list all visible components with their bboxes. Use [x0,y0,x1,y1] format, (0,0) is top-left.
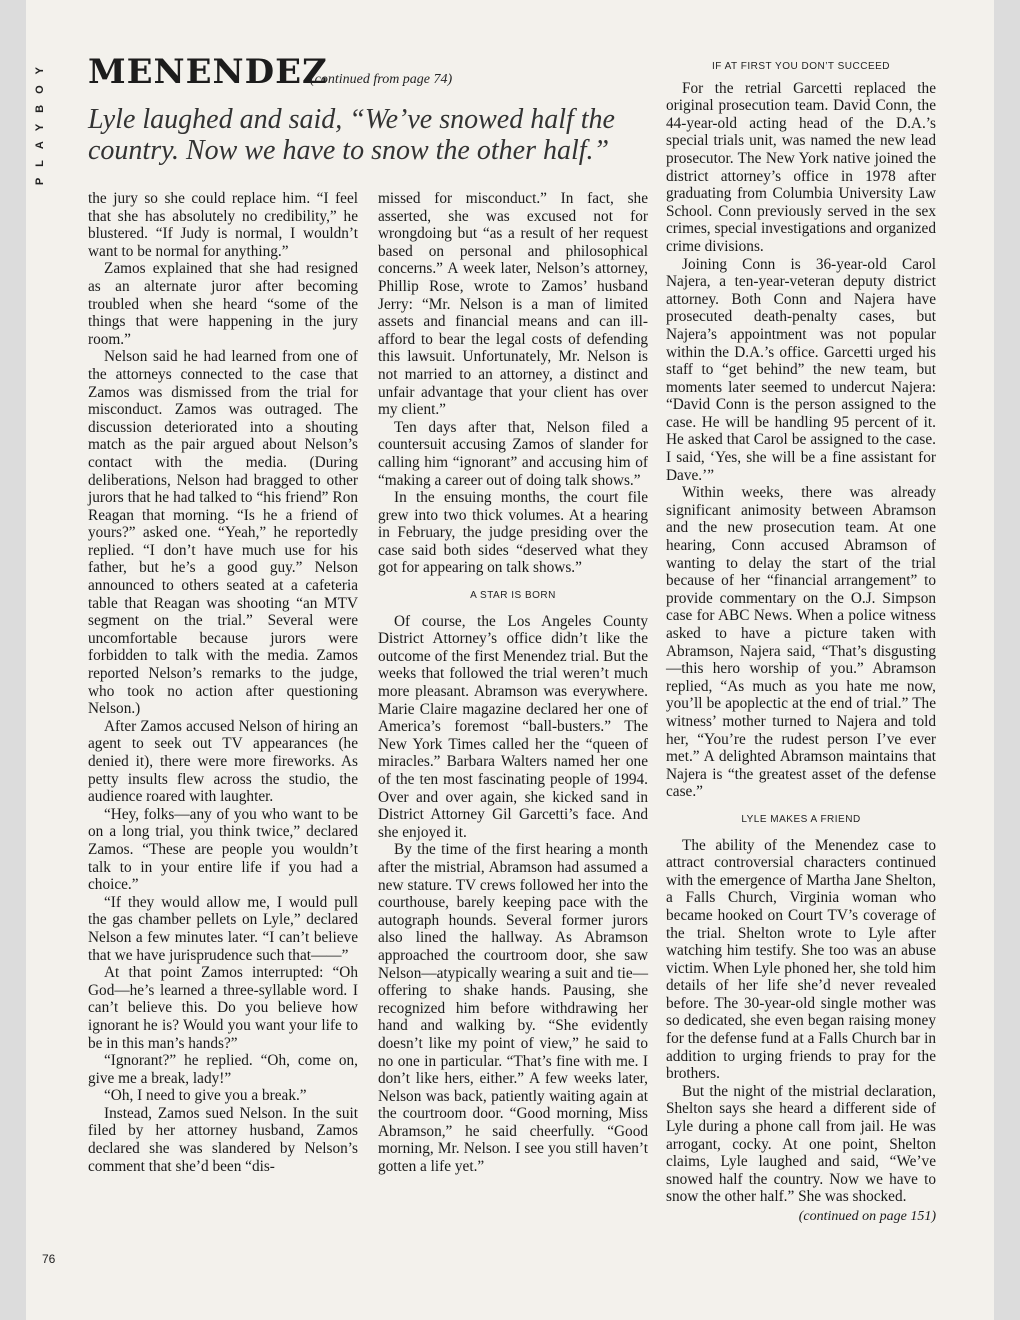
paragraph: missed for misconduct.” In fact, she asserted, she was excused not for wrongdoing but “as a result of her request based on personal and philosophical concerns.” A week later, Nelson’s attorney, Phillip Rose, wrote to Zamos’ husband Jerry: “Mr. Nelson is a man of limited assets and financial means and can ill-afford to bear the legal costs of defending this lawsuit. Unfortunately, Mr. Nelson is not married to an attorney, a distinct and unfair advantage that your client has over my client.” [378,190,648,419]
text-column-2 [378,190,648,1176]
paragraph: By the time of the first hearing a month after the mistrial, Abramson had assumed a new stature. TV crews followed her into the courthouse, barely keeping pace with the autograph hounds. Several former jurors also lined the hallway. As Abramson approached the courtroom door, she saw Nelson—atypically wearing a suit and tie—offering to shake hands. Pausing, she recognized him before withdrawing her hand and walking by. “She evidently doesn’t like my point of view,” he said to no one in particular. “That’s fine with me. I don’t like hers, either.” A few weeks later, Nelson was back, patiently waiting again at the courtroom door. “Good morning, Miss Abramson,” he said cheerfully. “Good morning, Mr. Nelson. I see you still haven’t gotten a life yet.” [378,841,648,1176]
paragraph: “If they would allow me, I would pull the gas chamber pellets on Lyle,” declared Nelson a few minutes later. “I can’t believe that we have jurisprudence such that——” [88,893,358,964]
paragraph: For the retrial Garcetti replaced the original prosecution team. David Conn, the 44-year-old acting head of the D.A.’s special trials unit, was named the new lead prosecutor. The New York native joined the district attorney’s office in 1978 after graduating from Columbia University Law School. Conn previously served in the sex crimes, special investigations and organized crime divisions. [666,79,936,255]
text-column-3 [666,58,936,1226]
paragraph: Within weeks, there was already significant animosity between Abramson and the new prosecution team. At one hearing, Conn accused Abramson of wanting to delay the start of the trial because of her “financial arrangement” to provide commentary on the O.J. Simpson case for ABC News. When a police witness asked to have a picture taken with Abramson, Najera said, “That’s disgusting—this hero worship of you.” Abramson replied, “As much as you hate me now, you’ll be apoplectic at the end of trial.” The witness’ mother turned to Najera and told her, “You’re the rudest person I’ve ever met.” A delighted Abramson maintains that Najera is “the greatest asset of the defense case.” [666,484,936,801]
section-heading-star: A STAR IS BORN [470,590,556,602]
paragraph: “Ignorant?” he replied. “Oh, come on, give me a break, lady!” [88,1052,358,1087]
paragraph: “Hey, folks—any of you who want to be on a long trial, you think twice,” declared Zamos. “These are people you wouldn’t talk to in your entire life if you had a choice.” [88,805,358,894]
paragraph: Of course, the Los Angeles County District Attorney’s office didn’t like the outcome of the first Menendez trial. But the weeks that followed the trial weren’t much more pleasant. Abramson was everywhere. Marie Claire magazine declared her one of America’s foremost “ball-busters.” The New York Times called her the “queen of miracles.” Barbara Walters named her one of the ten most fascinating people of 1994. Over and over again, she kicked sand in District Attorney Gil Garcetti’s face. And she enjoyed it. [378,612,648,841]
paragraph: Instead, Zamos sued Nelson. In the suit filed by her attorney husband, Zamos declared she was slandered by Nelson’s comment that she’d been “dis- [88,1104,358,1175]
paragraph: Zamos explained that she had resigned as an alternate juror after becoming troubled when she heard “some of the things that were happening in the jury room.” [88,260,358,348]
paragraph: At that point Zamos interrupted: “Oh God—he’s learned a three-syllable word. I can’t believe this. Do you believe how ignorant he is? Would you want your life to be in this man’s hands?” [88,964,358,1052]
paragraph: “Oh, I need to give you a break.” [104,1087,307,1105]
paragraph: Nelson said he had learned from one of the attorneys connected to the case that Zamos was dismissed from the trial for misconduct. Zamos was outraged. The discussion deteriorated into a shouting match as the pair argued about Nelson’s contact with the media. (During deliberations, Nelson had bragged to other jurors that he had talked to “his friend” Ron Reagan that morning. “Is he a friend of yours?” asked one. “Yeah,” he reportedly replied. “I don’t have much use for his father, but he’s a good guy.” Nelson announced to others seated at a cafeteria table that Reagan was shooting “an MTV segment on the trial.” Several were uncomfortable because jurors were forbidden to talk with the media. Zamos reported Nelson’s remarks to the judge, who took no action after questioning Nelson.) [88,348,358,718]
paragraph: Joining Conn is 36-year-old Carol Najera, a ten-year-veteran deputy district attorney. Both Conn and Najera have prosecuted death-penalty cases, but Najera’s appointment was not popular within the D.A.’s office. Garcetti urged his staff to “get behind” the new team, but moments later seemed to undercut Najera: “David Conn is the person assigned to the case. He will be handling 95 percent of it. He asked that Carol be assigned to the case. I said, ‘Yes, she will be a fine assistant for Dave.’” [666,255,936,484]
section-heading-lyle: LYLE MAKES A FRIEND [741,813,861,825]
pull-quote: Lyle laughed and said, “We’ve snowed half the country. Now we have to snow the other half.” [88,104,615,166]
paragraph: the jury so she could replace him. “I feel that she has absolutely no credibility,” he blustered. “If Judy is normal, I wouldn’t want to be normal for anything.” [88,190,358,260]
magazine-name: PLAYBOY [34,56,46,186]
paragraph: After Zamos accused Nelson of hiring an agent to seek out TV appearances (he denied it), there were more fireworks. As petty insults flew across the studio, the audience roared with laughter. [88,717,358,806]
paragraph: Ten days after that, Nelson filed a countersuit accusing Zamos of slander for calling him “ignorant” and accusing him of “making a career out of doing talk shows.” [378,418,648,489]
text-column-1 [88,190,358,1175]
page-number: 76 [42,1252,56,1266]
paragraph: The ability of the Menendez case to attract controversial characters continued with the emergence of Martha Jane Shelton, a Falls Church, Virginia woman who became hooked on Court TV’s coverage of the trial. Shelton wrote to Lyle after watching him testify. She too was an abuse victim. When Lyle phoned her, she told him details of her life she’d never revealed before. The 30-year-old single mother was so dedicated, she even began raising money for the defense fund at a Falls Church bar in addition to urging friends to pray for the brothers. [666,836,936,1083]
article-headline: MENENDEZ [88,52,328,92]
continued-from-note: (continued from page 74) [310,72,453,87]
continued-to-note: (continued on page 151) [798,1209,936,1224]
paragraph: But the night of the mistrial declaration, Shelton says she heard a different side of Lyle during a phone call from jail. He was arrogant, cocky. At one point, Shelton claims, Lyle laughed and said, “We’ve snowed half the country. Now we have to snow the other half.” She was shocked. [666,1082,936,1206]
section-heading-if: IF AT FIRST YOU DON’T SUCCEED [711,61,891,72]
paragraph: In the ensuing months, the court file grew into two thick volumes. At a hearing in February, the judge presiding over the case said both sides “deserved what they got for appearing on talk shows.” [378,489,648,577]
